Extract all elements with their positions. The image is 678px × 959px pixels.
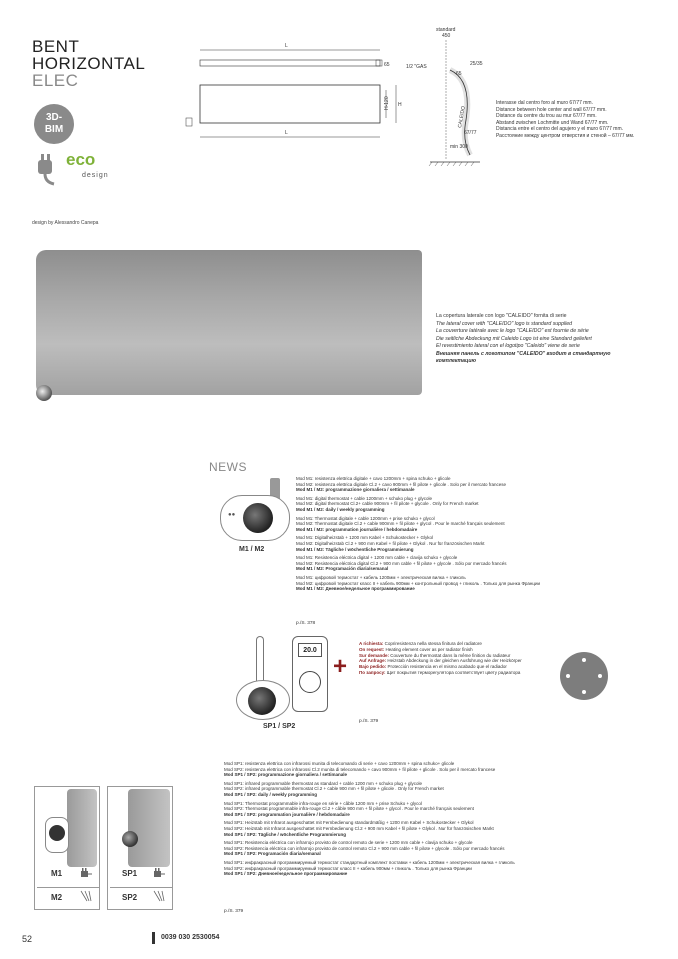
m-spec-en: Mod M1: digital thermostat + cable 1200mm + schuko plug + glycole Mod M2: digital thermostat Cl.2+ cable 900mm + fil pilote + glycole . Only for French market Mod M1 / M2: daily / weekly programming xyxy=(296,495,479,512)
product-title xyxy=(32,38,145,89)
m-model-label: M1 / M2 xyxy=(239,546,265,553)
sp-spec-en: Mod SP1: infrared programmable thermostat as standard + cable 1200 mm + schuko plug + glycole Mod SP2: infrared programmable thermostat Cl.2 + cable 900 mm + fil pilote + glicole . Only for French market Mod SP1 / SP2: daily / weekly programming xyxy=(224,780,444,797)
dim-gas: 1/2 "GAS xyxy=(406,64,427,70)
card-m1-m2 xyxy=(34,786,100,910)
request-de: Auf Anfrage: Heizstab Abdeckung in der gleichen Ausführung wie der Heizkörper xyxy=(359,658,522,664)
plug-icon xyxy=(152,867,166,879)
card-label-m1: M1 xyxy=(51,869,63,878)
sp-spec-de: Mod SP1: Heizstab mit Infrarot ausgeschattet mit Fernbedienung standardmäßig + 1200 mm Kabel + Schukostecker + Glykol Mod SP2: Heizstab mit Infrarot ausgeschattet mit Fernbedienung Cl.2 + 900 mm Kabel + fil pilote + Glykol . Nur für französischen Markt Mod SP1 / SP2: Tägliche / wöchentliche Programmierung xyxy=(224,820,494,837)
m-element-dial xyxy=(49,825,65,841)
dim-65-top: 65 xyxy=(384,62,390,68)
request-es: Bajo pedido: Protección resistencia en el mismo acabado que el radiador xyxy=(359,664,507,670)
cover-note-en: The lateral cover with "CALEIDO" logo is standard supplied xyxy=(436,320,573,327)
remote-screen: 20.0 xyxy=(298,643,322,657)
cover-note xyxy=(436,313,646,366)
m-spec-de: Mod M1: Digitalheizstab + 1200 mm Kabel + Schukostecker + Glykol Mod M2: Digitalheizstab Cl.2 + 900 mm Kabel + fil pilote + Glykol . Nur für französischen Markt Mod M1 / M2: Tägliche / wöchentliche Programmierung xyxy=(296,535,485,552)
plus-icon: + xyxy=(333,653,348,680)
eco-design-logo xyxy=(66,152,109,184)
sp-spec-fr: Mod SP1: Thermostat programmable infra-rouge en série + câble 1200 mm + prise Schuko + glycol Mod SP2: Thermostat programmable infra-rouge Cl.2 + câble 900 mm + fil pilote + glycol . Pour le marché français seulement Mod SP1 / SP2: programmation journalière / hebdomadaire xyxy=(224,800,474,817)
sp-model-label: SP1 / SP2 xyxy=(263,723,296,730)
sp-thermostat-dial xyxy=(248,687,276,715)
eco-logo-text: eco xyxy=(66,150,96,169)
dim-caleido: CALEIDO xyxy=(457,105,467,129)
remote-wheel xyxy=(299,671,321,693)
news-heading: NEWS xyxy=(209,460,247,474)
sp-element-cap xyxy=(122,831,138,847)
dim-standard-value: 450 xyxy=(442,33,451,39)
request-ru: По запросу: Щит покрытия терморегулятора соответствует цвету радиатора xyxy=(359,669,521,675)
m-spec-es: Mod M1: Resistencia eléctrica digital + 1200 mm cable + clavija schuko + glycole Mod M2: Resistencia eléctrica digital Cl.2 + 900 mm cable + fil pilote + glycole . Sólo por mercado francés Mod M1 / M2: Programación diaria/semanal xyxy=(296,555,507,572)
dim-h: H xyxy=(398,102,402,108)
dim-standard: standard xyxy=(436,27,456,33)
cover-note-it: La copertura laterale con logo "CALEIDO" fornita di serie xyxy=(436,313,567,319)
dim-note-en: Distance between hole center and wall 67/77 mm. xyxy=(496,106,607,113)
dim-l-top: L xyxy=(285,43,288,49)
request-fr: Sur demande: Couverture du thermostat dans la même finition du radiateur xyxy=(359,652,511,658)
dim-note-es: Distancia entre el centro del agujero y el muro 67/77 mm. xyxy=(496,126,624,133)
cover-note-de: Die seitliche Abdeckung mit Caleido Logo ist eine Standard geliefert xyxy=(436,335,592,342)
dim-h-120: H-120 xyxy=(384,96,390,110)
phone-number[interactable]: 0039 030 2530054 xyxy=(152,932,219,944)
page-number: 52 xyxy=(22,934,33,944)
card-label-sp1: SP1 xyxy=(122,869,138,878)
designer-credit: design by Alessandro Canepa xyxy=(32,220,99,226)
technical-drawing xyxy=(180,20,500,180)
dim-65-side: 65 xyxy=(456,71,462,77)
radiator-photo xyxy=(36,250,422,395)
dim-min-300: min 300 xyxy=(450,144,468,150)
dimension-note xyxy=(496,100,666,140)
cover-note-fr: La couverture latérale avec le logo "CALEIDO" est fournie de série xyxy=(436,328,589,334)
card-sp1-sp2 xyxy=(107,786,173,910)
remote-control-image xyxy=(292,636,328,712)
sp-spec-es: Mod SP1: Resistencia eléctrica con infrarrojo provisto de control remoto de serie + 1200 mm cable + clavija schuko + glycole Mod SP2: Resistencia eléctrica con infrarrojo provisto de control remoto Cl.2 + 900 mm cable + fil pilote + glycole . Sólo por mercado francés Mod SP1 / SP2: Programación diaria/semanal xyxy=(224,840,505,857)
cover-note-es: El revestimiento lateral con el logotipo "Caleido" viene de serie xyxy=(436,343,580,349)
eco-logo-sub: design xyxy=(82,172,109,179)
wire-icon xyxy=(152,889,166,903)
dim-67-77: 67/77 xyxy=(464,130,477,136)
sp-spec-ru: Mod SP1: инфракрасный программируемый термостат стандартный комплект поставки + кабель 1200мм + электрическая вилка + гликоль Mod SP2: инфракрасный программируемый термостат класс II + кабель 900мм + гликоль . Только для рынка Франции Mod SP1 / SP2: Дневное/недельное программирование xyxy=(224,859,515,877)
heating-element-cap xyxy=(36,385,52,401)
sp-cable xyxy=(256,636,264,682)
request-en: On request: Heating element cover as per radiator finish xyxy=(359,646,473,652)
thermostat-dial xyxy=(243,503,273,533)
indicator-dots: ●● xyxy=(228,512,236,518)
cover-bracket-image xyxy=(560,652,608,700)
sp-page-ref[interactable]: p./S. 379 xyxy=(224,909,244,914)
m-specs xyxy=(296,476,636,595)
sp-spec-it: Mod SP1: resistenza elettrica con infrarossi munita di telecomando di serie + cavo 1200mm + spina schuko+ glicole Mod SP2: resistenza elettrica con infrarossi Cl.2 munita di telecomando + cavo 900mm + fil pilote + glicole . Solo per il mercato francese Mod SP1 / SP2: programmazione giornaliera / settimanale xyxy=(224,761,496,778)
sp-specs xyxy=(224,761,624,880)
m-page-ref[interactable]: p./S. 378 xyxy=(296,621,316,626)
title-line-1: BENT xyxy=(32,37,80,56)
plug-icon xyxy=(79,867,93,879)
request-it: A richiesta: Copriresistenza nella stessa finitura del radiatore xyxy=(359,641,482,646)
3d-bim-badge[interactable]: 3D- BIM xyxy=(34,104,74,144)
m-spec-ru: Mod M1: цифровой термостат + кабель 1200мм + электрическая вилка + гликоль Mod M2: цифровой термостат класс II + кабель 900мм + контрольный провод + гликоль . Только для рынка Франции Mod M1 / M2: Дневное/недельное программирование xyxy=(296,574,541,592)
dim-note-ru: Расстояние между центром отверстия и стеной – 67/77 мм. xyxy=(496,132,635,139)
dim-25-35: 25/35 xyxy=(470,61,483,67)
cover-note-ru: Внешняя панель с логотипом "CALEIDO" входит в стандартную комплектацию xyxy=(436,350,611,364)
dim-note-fr: Distance du centre du trou au mur 67/77 mm. xyxy=(496,113,597,120)
request-note xyxy=(359,641,569,676)
card-label-m2: M2 xyxy=(51,893,63,902)
m-spec-fr: Mod M1: Thermostat digitale + cable 1200mm + prise schuko + glycol Mod M2: Thermostat digitale Cl.2 + cable 900mm + fil pilote + glycol . Pour le marché français seulement Mod M1 / M2: programmation journalière / hebdomadaire xyxy=(296,515,505,532)
title-line-2: HORIZONTAL xyxy=(32,54,146,73)
request-page-ref[interactable]: p./S. 379 xyxy=(359,719,379,724)
card-label-sp2: SP2 xyxy=(122,893,138,902)
m-spec-it: Mod M1: resistenza elettrica digitale + cavo 1200mm + spina schuko + glicole Mod M2: resistenza elettrica digitale Cl.2 + cavo 900mm + fil pilote + glicole . Solo per il mercato francese Mod M1 / M2: programmazione giornaliera / settimanale xyxy=(296,476,506,493)
wire-icon xyxy=(79,889,93,903)
plug-icon xyxy=(32,152,62,188)
dim-l-bottom: L xyxy=(285,130,288,136)
dim-note-de: Abstand zwischen Lochmitte und Wand 67/77 mm. xyxy=(496,119,609,126)
title-line-3: ELEC xyxy=(32,71,79,90)
dim-note-it: Interasse dal centro foro al muro 67/77 mm. xyxy=(496,100,593,106)
